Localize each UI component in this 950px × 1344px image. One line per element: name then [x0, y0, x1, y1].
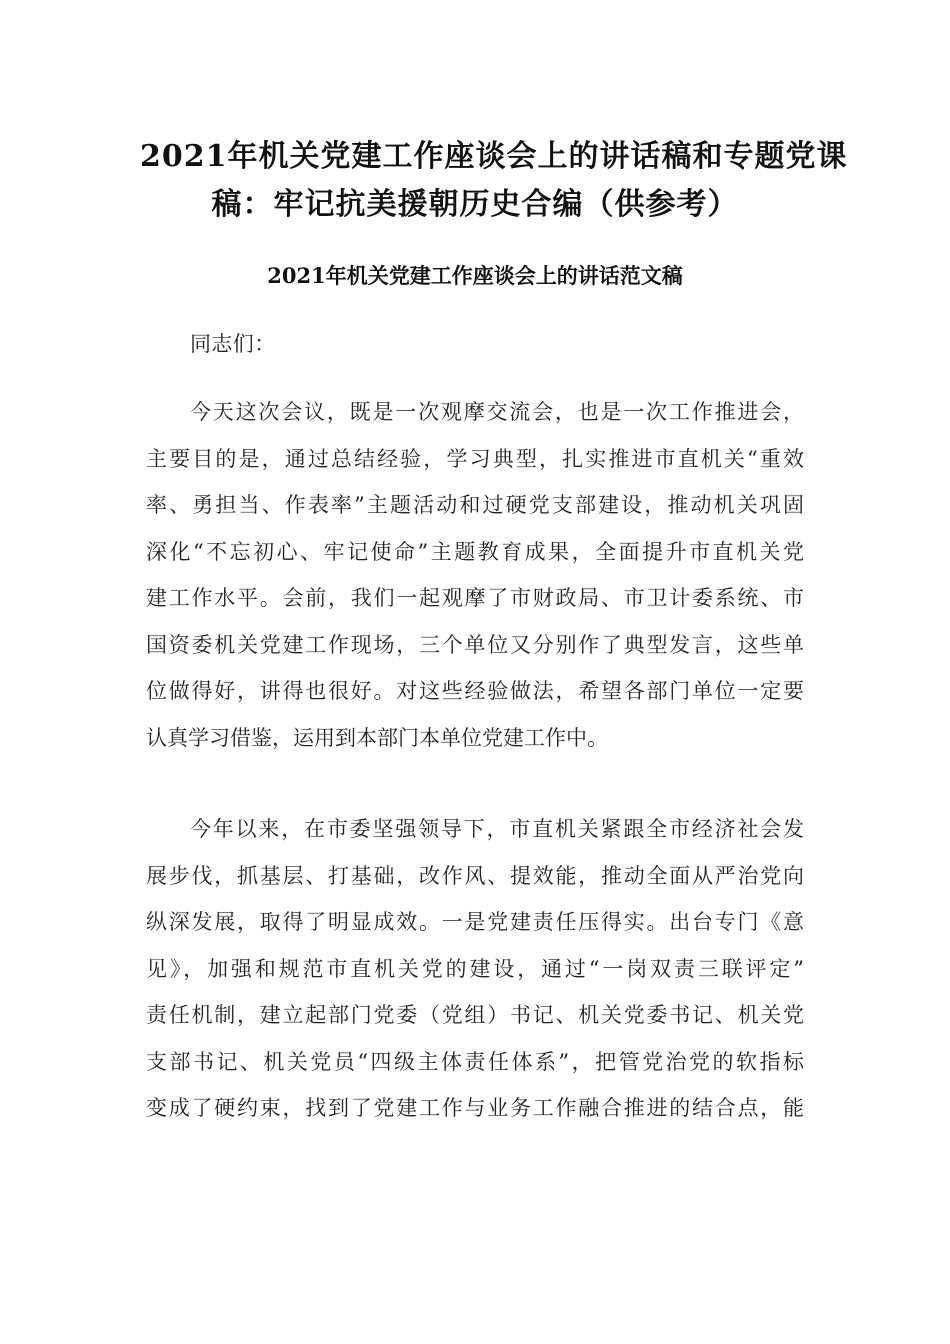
paragraph-line: 纵深发展，取得了明显成效。一是党建责任压得实。出台专门《意 [146, 910, 804, 934]
paragraph-line: 变成了硬约束，找到了党建工作与业务工作融合推进的结合点，能 [146, 1096, 804, 1120]
paragraph-line: 建工作水平。会前，我们一起观摩了市财政局、市卫计委系统、市 [146, 586, 804, 610]
paragraph-line: 今天这次会议，既是一次观摩交流会，也是一次工作推进会， [190, 400, 804, 424]
paragraph-line: 率、勇担当、作表率”主题活动和过硬党支部建设，推动机关巩固 [146, 493, 804, 517]
paragraph-1 [146, 389, 804, 761]
paragraph-line: 位做得好，讲得也很好。对这些经验做法，希望各部门单位一定要 [146, 679, 804, 703]
paragraph-line: 认真学习借鉴，运用到本部门本单位党建工作中。 [146, 725, 608, 750]
paragraph-line: 展步伐，抓基层、打基础，改作风、提效能，推动全面从严治党向 [146, 863, 804, 888]
paragraph-2 [146, 806, 804, 1132]
paragraph-line: 见》，加强和规范市直机关党的建设，通过“一岗双责三联评定” [146, 956, 804, 981]
paragraph-line: 主要目的是，通过总结经验，学习典型，扎实推进市直机关“重效 [146, 446, 804, 471]
paragraph-line: 今年以来，在市委坚强领导下，市直机关紧跟全市经济社会发 [190, 817, 804, 841]
document-title-line-2: 稿：牢记抗美援朝历史合编（供参考） [211, 187, 739, 222]
paragraph-line: 责任机制，建立起部门党委（党组）书记、机关党委书记、机关党 [146, 1003, 804, 1027]
salutation: 同志们： [190, 332, 276, 356]
paragraph-line: 国资委机关党建工作现场，三个单位又分别作了典型发言，这些单 [146, 632, 804, 657]
document-title [140, 133, 848, 229]
paragraph-line: 深化“不忘初心、牢记使命”主题教育成果，全面提升市直机关党 [146, 539, 804, 564]
document-title-line-1: 2021年机关党建工作座谈会上的讲话稿和专题党课 [140, 139, 848, 174]
section-heading: 2021年机关党建工作座谈会上的讲话范文稿 [267, 263, 683, 288]
paragraph-line: 支部书记、机关党员“四级主体责任体系”，把管党治党的软指标 [146, 1049, 804, 1074]
